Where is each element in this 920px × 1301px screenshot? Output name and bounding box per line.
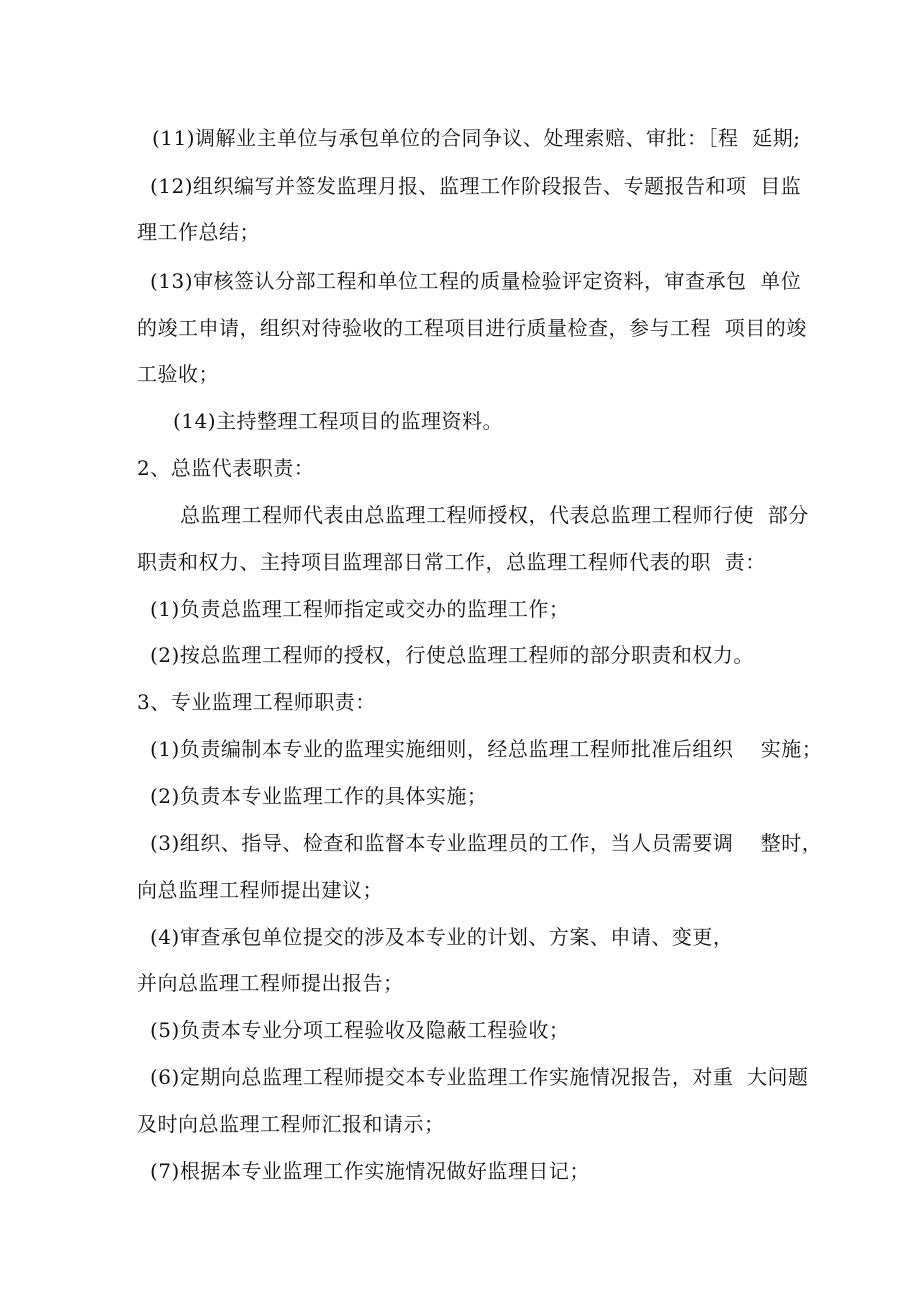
text-line: (6)定期向总监理工程师提交本专业监理工作实施情况报告，对重 大问题: [150, 1065, 809, 1089]
text-line: 及时向总监理工程师汇报和请示；: [137, 1112, 445, 1136]
text-line: (11)调解业主单位与承包单位的合同争议、处理索赔、审批：［程 延期;: [152, 126, 801, 150]
text-line: (13)审核签认分部工程和单位工程的质量检验评定资料，审查承包 单位: [150, 269, 802, 293]
text-line: 总监理工程师代表由总监理工程师授权，代表总监理工程师行使 部分: [180, 503, 809, 527]
section-heading: 3、专业监理工程师职责：: [137, 690, 376, 714]
text-line: (1)负责总监理工程师指定或交办的监理工作；: [150, 597, 570, 621]
text-line: 并向总监理工程师提出报告；: [137, 971, 404, 995]
text-line: 的竣工申请，组织对待验收的工程项目进行质量检查，参与工程 项目的竣: [137, 316, 807, 340]
text-line: (4)审查承包单位提交的涉及本专业的计划、方案、申请、变更，: [150, 925, 734, 949]
text-line: (5)负责本专业分项工程验收及隐蔽工程验收；: [150, 1018, 570, 1042]
section-heading: 2、总监代表职责：: [137, 456, 315, 480]
text-line: (2)负责本专业监理工作的具体实施；: [150, 784, 488, 808]
text-line: (7)根据本专业监理工作实施情况做好监理日记；: [150, 1159, 590, 1183]
text-line: 理工作总结；: [137, 220, 260, 244]
text-line: (1)负责编制本专业的监理实施细则，经总监理工程师批准后组织 实施；: [150, 737, 823, 761]
text-line: (14)主持整理工程项目的监理资料。: [173, 409, 504, 433]
text-line: (3)组织、指导、检查和监督本专业监理员的工作，当人员需要调 整时，: [150, 831, 823, 855]
text-line: 工验收；: [137, 362, 219, 386]
text-line: (12)组织编写并签发监理月报、监理工作阶段报告、专题报告和项 目监: [150, 174, 802, 198]
text-line: 向总监理工程师提出建议；: [137, 878, 383, 902]
text-line: (2)按总监理工程师的授权，行使总监理工程师的部分职责和权力。: [150, 643, 754, 667]
text-line: 职责和权力、主持项目监理部日常工作，总监理工程师代表的职 责：: [137, 550, 766, 574]
